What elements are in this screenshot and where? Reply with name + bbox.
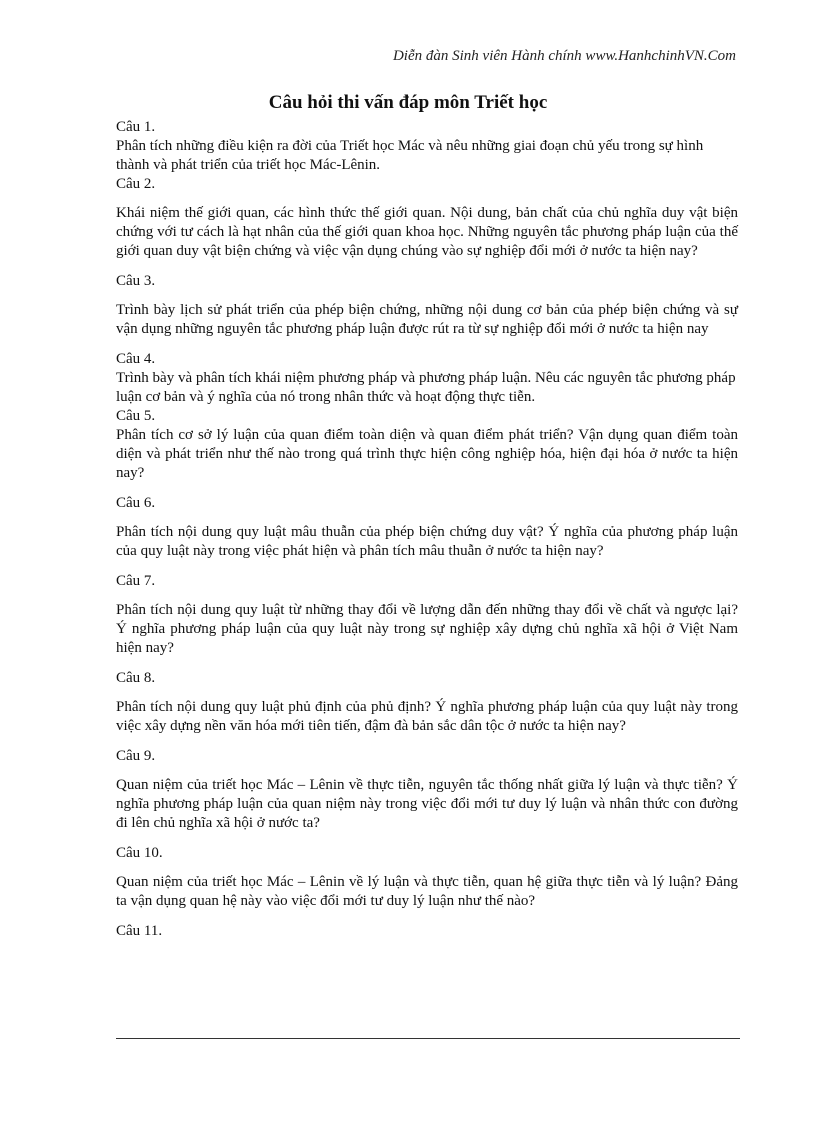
question-label: Câu 6. [116, 495, 156, 511]
question-label: Câu 8. [116, 670, 156, 686]
question-text: Phân tích nội dung quy luật mâu thuẫn của phép biện chứng duy vật? Ý nghĩa của phương pháp luận của quy luật này trong việc phát hiện và phân tích mâu thuẫn ở nước ta hiện nay? [116, 524, 738, 559]
question-list [116, 118, 738, 941]
footer-divider [116, 1038, 740, 1039]
question-text: Phân tích những điều kiện ra đời của Triết học Mác và nêu những giai đoạn chủ yếu trong sự hình thành và phát triển của triết học Mác-Lênin. [116, 138, 704, 173]
question-label: Câu 1. [116, 119, 156, 135]
question-label: Câu 2. [116, 176, 156, 192]
question-label: Câu 9. [116, 748, 156, 764]
document-title: Câu hỏi thi vấn đáp môn Triết học [268, 92, 548, 113]
question-label: Câu 3. [116, 273, 156, 289]
question-text: Trình bày và phân tích khái niệm phương pháp và phương pháp luận. Nêu các nguyên tắc phương pháp luận cơ bản và ý nghĩa của nó trong nhân thức và hoạt động thực tiễn. [116, 370, 736, 405]
question-label: Câu 11. [116, 923, 163, 939]
question-text: Khái niệm thế giới quan, các hình thức thế giới quan. Nội dung, bản chất của chủ nghĩa duy vật biện chứng với tư cách là hạt nhân của thế giới quan khoa học. Những nguyên tắc phương pháp luận của thế giới quan duy vật biện chứng và việc vận dụng chúng vào sự nghiệp đổi mới ở nước ta hiện nay? [116, 205, 738, 259]
page-header: Diễn đàn Sinh viên Hành chính www.HanhchinhVN.Com [392, 48, 736, 64]
question-text: Quan niệm của triết học Mác – Lênin về lý luận và thực tiễn, quan hệ giữa thực tiễn và lý luận? Đảng ta vận dụng quan hệ này vào việc đổi mới tư duy lý luận như thế nào? [116, 874, 738, 909]
question-label: Câu 7. [116, 573, 156, 589]
question-text: Trình bày lịch sử phát triển của phép biện chứng, những nội dung cơ bản của phép biện chứng và sự vận dụng những nguyên tắc phương pháp luận được rút ra từ sự nghiệp đổi mới ở nước ta hiện nay [116, 302, 738, 337]
question-text: Phân tích cơ sở lý luận của quan điểm toàn diện và quan điểm phát triển? Vận dụng quan điểm toàn diện và phát triển như thế nào trong quá trình thực hiện công nghiệp hóa, hiện đại hóa ở nước ta hiện nay? [116, 427, 738, 481]
question-label: Câu 4. [116, 351, 156, 367]
question-label: Câu 10. [116, 845, 163, 861]
question-text: Phân tích nội dung quy luật từ những thay đổi về lượng dẫn đến những thay đổi về chất và ngược lại? Ý nghĩa phương pháp luận của quy luật này trong sự nghiệp xây dựng chủ nghĩa xã hội ở Việt Nam hiện nay? [116, 602, 738, 656]
question-text: Quan niệm của triết học Mác – Lênin về thực tiễn, nguyên tắc thống nhất giữa lý luận và thực tiễn? Ý nghĩa phương pháp luận của quan niệm này trong việc đổi mới tư duy lý luận và nhân thức con đường đi lên chủ nghĩa xã hội ở nước ta? [116, 777, 738, 831]
question-label: Câu 5. [116, 408, 156, 424]
question-text: Phân tích nội dung quy luật phủ định của phủ định? Ý nghĩa phương pháp luận của quy luật này trong việc xây dựng nền văn hóa mới tiên tiến, đậm đà bản sắc dân tộc ở nước ta hiện nay? [116, 699, 738, 734]
